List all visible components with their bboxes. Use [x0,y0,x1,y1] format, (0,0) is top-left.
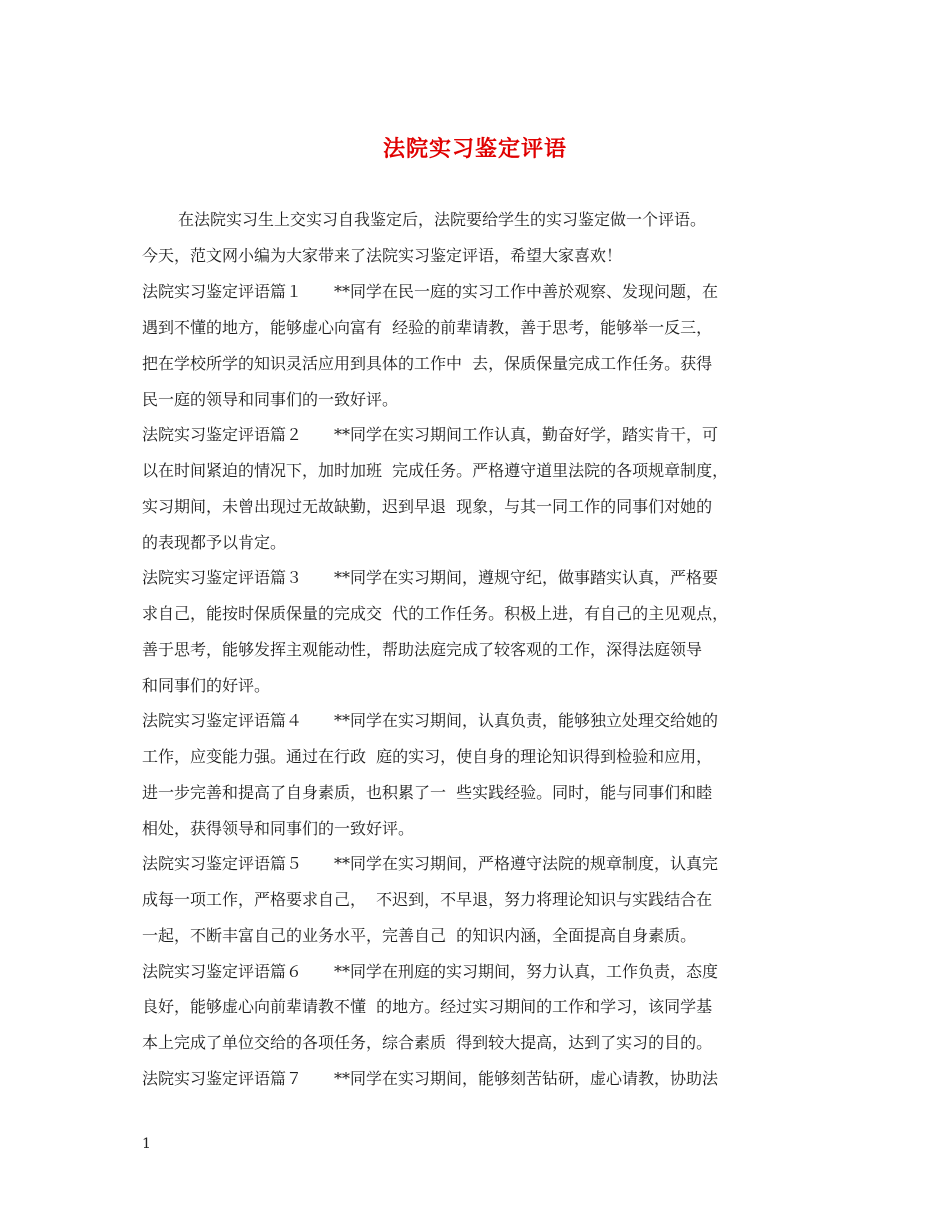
body-line: 法院实习鉴定评语篇７ **同学在实习期间，能够刻苦钻研，虚心请教，协助法 [142,1069,719,1088]
body-line: 善于思考，能够发挥主观能动性，帮助法庭完成了较客观的工作，深得法庭领导 [142,640,703,659]
body-line: 相处，获得领导和同事们的一致好评。 [142,819,415,838]
body-line: 法院实习鉴定评语篇２ **同学在实习期间工作认真，勤奋好学，踏实肯干，可 [142,425,719,444]
body-line: 本上完成了单位交给的各项任务，综合素质 得到较大提高，达到了实习的目的。 [142,1033,713,1052]
body-line: 遇到不懂的地方，能够虚心向富有 经验的前辈请教，善于思考，能够举一反三， [142,318,713,337]
body-line: 民一庭的领导和同事们的一致好评。 [142,390,399,409]
body-line: 的表现都予以肯定。 [142,533,287,552]
body-line: 成每一项工作，严格要求自己， 不迟到，不早退，努力将理论知识与实践结合在 [142,890,713,909]
body-line: 法院实习鉴定评语篇５ **同学在实习期间，严格遵守法院的规章制度，认真完 [142,854,719,873]
body-line: 法院实习鉴定评语篇６ **同学在刑庭的实习期间，努力认真，工作负责，态度 [142,962,719,981]
body-line: 进一步完善和提高了自身素质，也积累了一 些实践经验。同时，能与同事们和睦 [142,783,713,802]
body-line: 把在学校所学的知识灵活应用到具体的工作中 去，保质保量完成工作任务。获得 [142,354,713,373]
body-line: 求自己，能按时保质保量的完成交 代的工作任务。积极上进，有自己的主见观点， [142,604,729,623]
body-line: 法院实习鉴定评语篇３ **同学在实习期间，遵规守纪，做事踏实认真，严格要 [142,568,719,587]
body-line: 法院实习鉴定评语篇１ **同学在民一庭的实习工作中善於观察、发现问题，在 [142,282,719,301]
body-line: 良好，能够虚心向前辈请教不懂 的地方。经过实习期间的工作和学习，该同学基 [142,997,713,1016]
body-line: 工作，应变能力强。通过在行政 庭的实习，使自身的理论知识得到检验和应用， [142,747,713,766]
body-line: 在法院实习生上交实习自我鉴定后，法院要给学生的实习鉴定做一个评语。 [178,210,707,229]
body-line: 实习期间，未曾出现过无故缺勤，迟到早退 现象，与其一同工作的同事们对她的 [142,497,713,516]
body-line: 和同事们的好评。 [142,676,271,695]
body-line: 一起，不断丰富自己的业务水平，完善自己 的知识内涵，全面提高自身素质。 [142,926,697,945]
body-line: 法院实习鉴定评语篇４ **同学在实习期间，认真负责，能够独立处理交给她的 [142,711,719,730]
page-title: 法院实习鉴定评语 [382,136,567,162]
body-line: 今天，范文网小编为大家带来了法院实习鉴定评语，希望大家喜欢！ [142,246,623,265]
page-number: 1 [142,1136,151,1152]
body-line: 以在时间紧迫的情况下，加时加班 完成任务。严格遵守道里法院的各项规章制度， [142,461,729,480]
